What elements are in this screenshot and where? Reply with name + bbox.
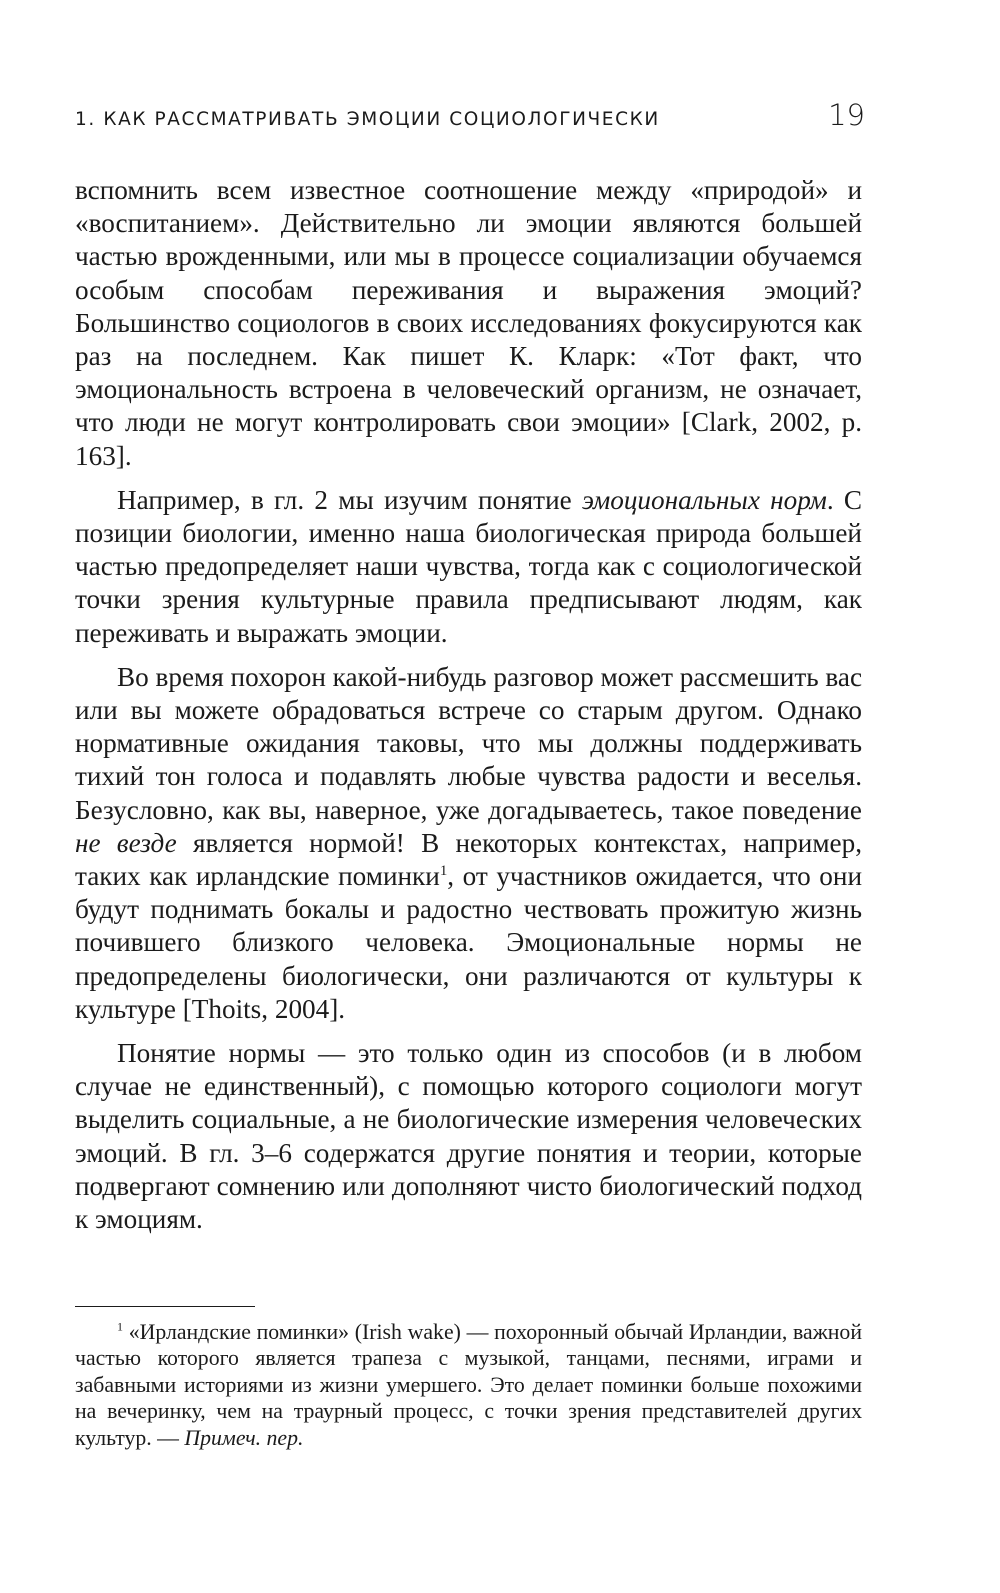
paragraph-1: вспомнить всем известное соотношение между «природой» и «воспитанием». Действительно ли эмоции являются большей частью врожденными, или мы в процессе социализации обучаемся особым способам переживания и выражения эмоций? Большинство социологов в своих исследованиях фокусируются как раз на последнем. Как пишет К. Кларк: «Тот факт, что эмоциональность встроена в человеческий организм, не означает, что люди не могут контролировать свои эмоции» [Clark, 2002, p. 163]. <box>75 175 862 471</box>
footnote <box>75 1319 862 1451</box>
paragraph-2-text-start: Например, в гл. 2 мы изучим понятие <box>117 484 582 515</box>
paragraph-2 <box>75 484 862 650</box>
paragraph-2-text-end: . С позиции биологии, именно наша биологическая природа большей частью предопределяет наши чувства, тогда как с социологической точки зрения культурные правила предписывают людям, как переживать и выражать эмоции. <box>75 484 863 648</box>
emphasis-not-everywhere: не везде <box>75 827 177 858</box>
paragraph-3-text-middle: является нормой! В некоторых контекстах, например, таких как ирландские поминки <box>75 827 862 892</box>
page-number: 19 <box>828 98 865 132</box>
footnote-divider <box>75 1306 255 1307</box>
emphasis-emotional-norms: эмоциональных норм <box>581 484 827 515</box>
footnote-attribution: Примеч. пер. <box>184 1425 304 1450</box>
main-text <box>75 174 862 1247</box>
paragraph-4: Понятие нормы — это только один из способов (и в любом случае не единственный), с помощью которого социологи могут выделить социальные, а не биологические измерения человеческих эмоций. В гл. 3–6 содержатся другие понятия и теории, которые подвергают сомнению или дополняют чисто биологический подход к эмоциям. <box>75 1038 862 1235</box>
footnote-reference[interactable]: 1 <box>439 863 448 879</box>
running-head: 1. КАК РАССМАТРИВАТЬ ЭМОЦИИ СОЦИОЛОГИЧЕСКИ <box>75 109 660 130</box>
footnote-mark: 1 <box>117 1319 123 1334</box>
paragraph-3 <box>75 661 862 1026</box>
paragraph-3-text-end: , от участников ожидается, что они будут поднимать бокалы и радостно чествовать прожитую жизнь почившего близкого человека. Эмоциональные нормы не предопределены биологически, они различаются от культуры к культуре [Thoits, 2004]. <box>75 861 862 1024</box>
footnote-text: «Ирландские поминки» (Irish wake) — похоронный обычай Ирландии, важной частью которого является трапеза с музыкой, танцами, песнями, играми и забавными историями из жизни умершего. Это делает поминки больше похожими на вечеринку, чем на траурный процесс, с точки зрения представителей других культур. — <box>75 1320 862 1450</box>
paragraph-3-text-start: Во время похорон какой-нибудь разговор может рассмешить вас или вы можете обрадоваться встрече со старым другом. Однако нормативные ожидания таковы, что мы должны поддерживать тихий тон голоса и подавлять любые чувства радости и веселья. Безусловно, как вы, наверное, уже догадываетесь, такое поведение <box>75 661 863 825</box>
page-header <box>75 98 865 138</box>
